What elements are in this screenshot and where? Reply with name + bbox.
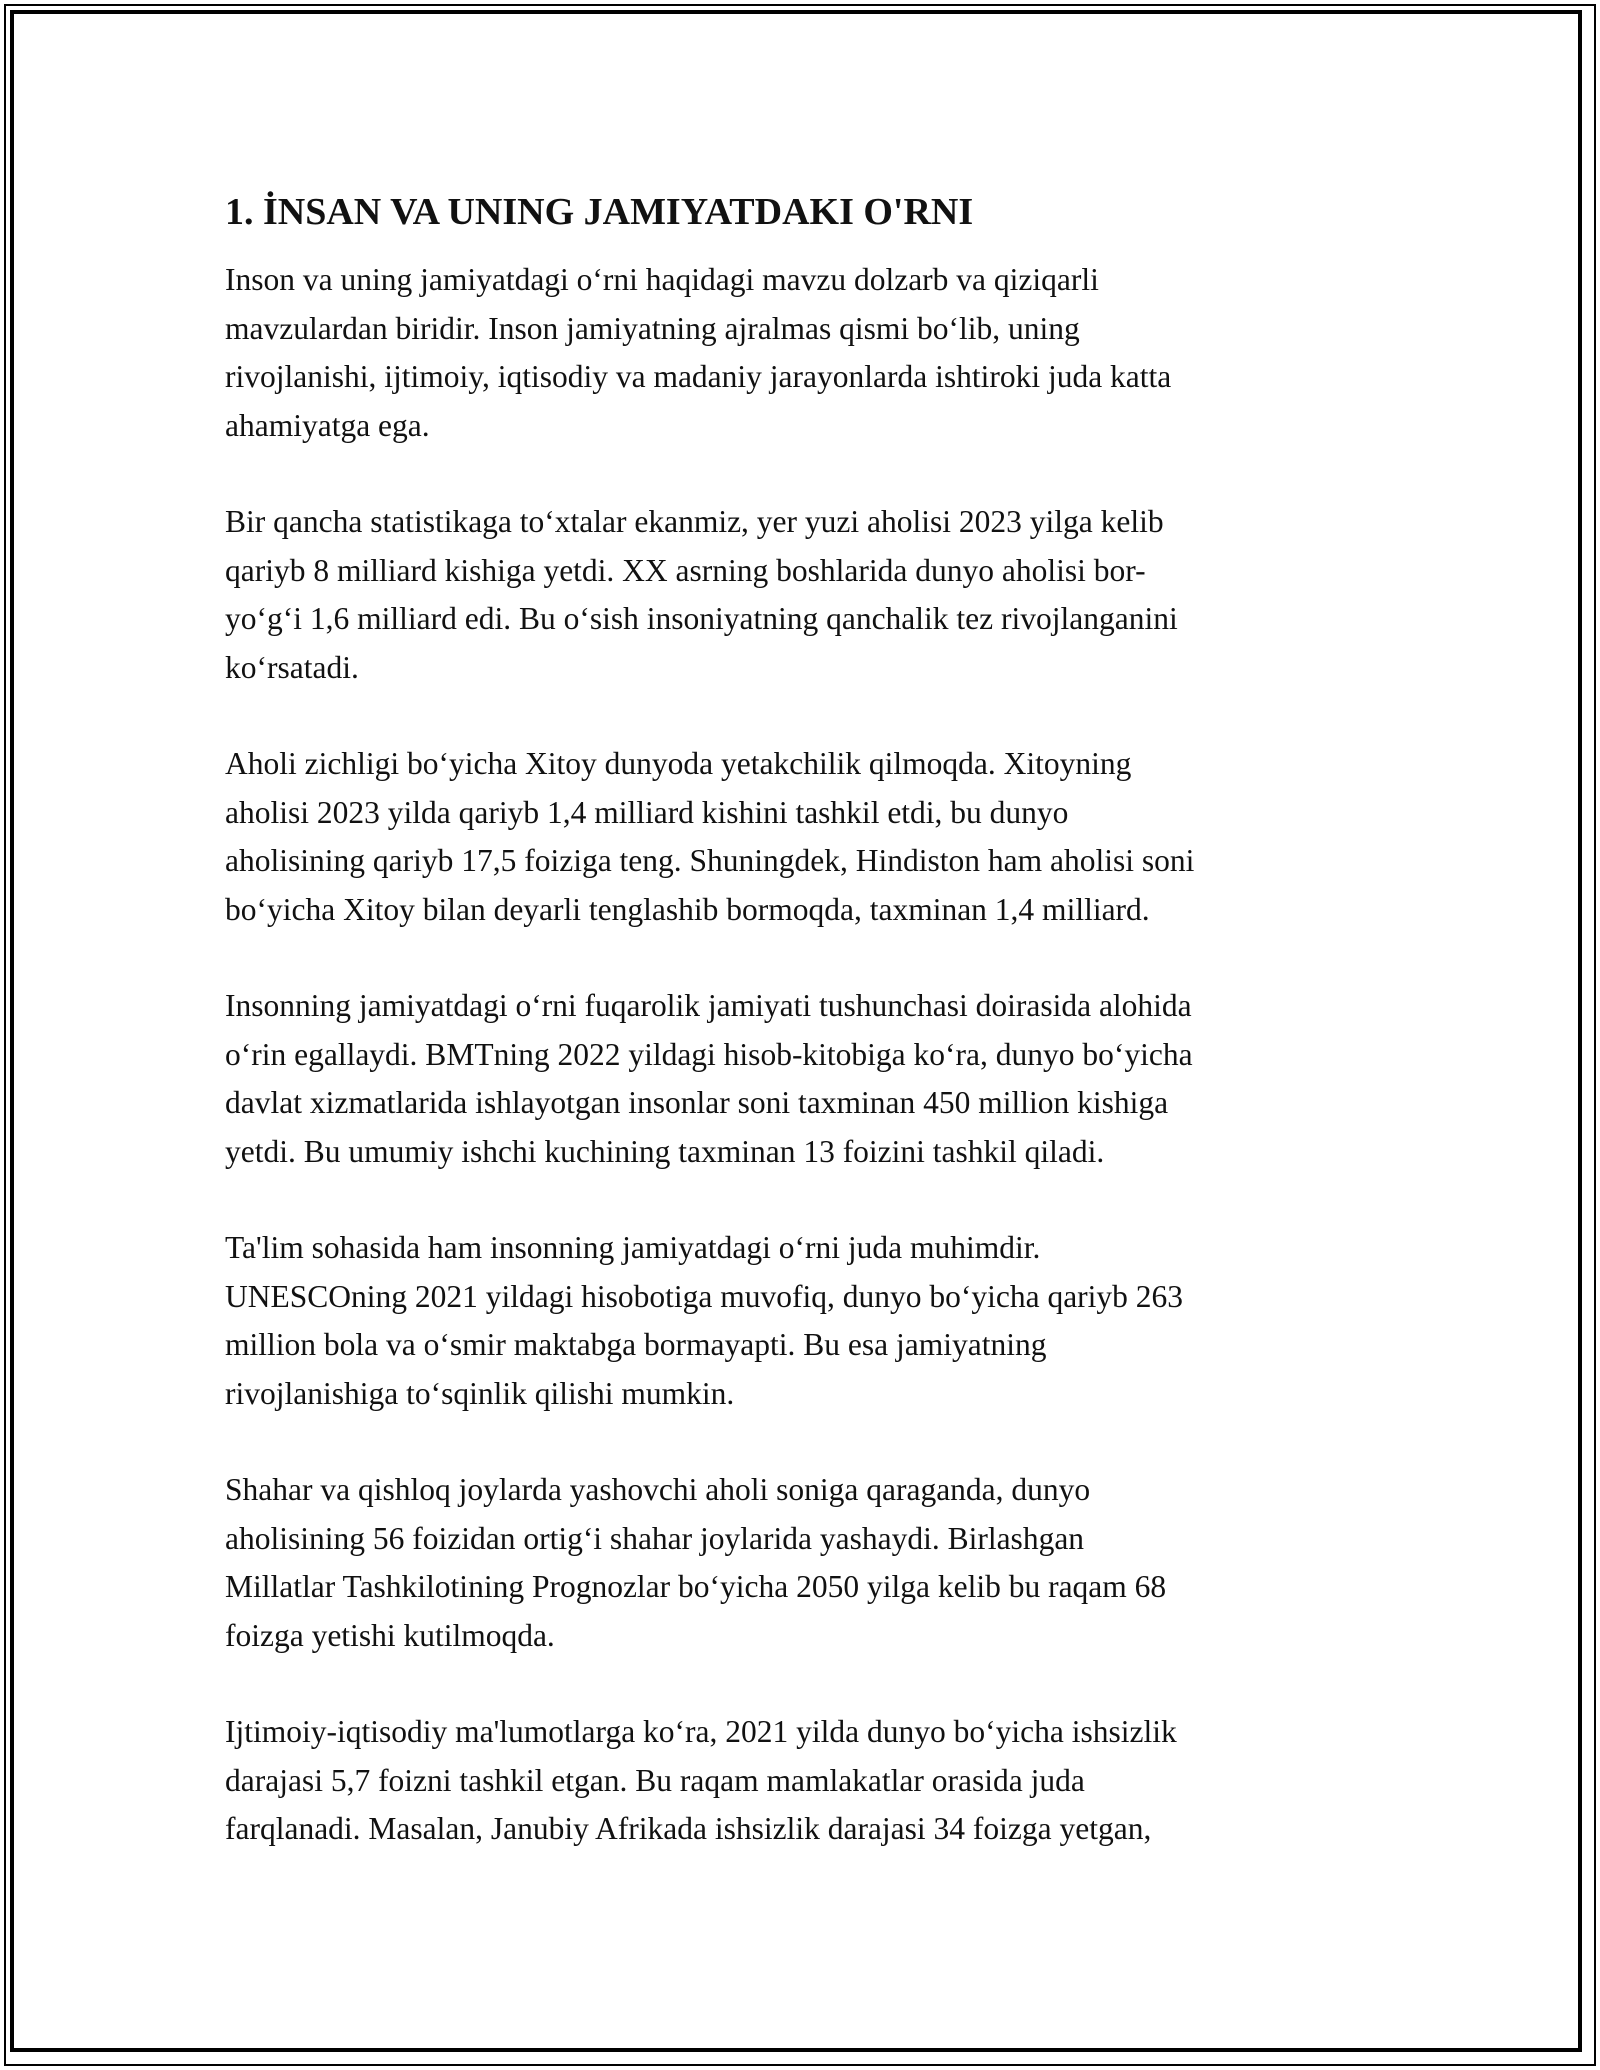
paragraph-line: million bola va o‘smir maktabga bormayapti. Bu esa jamiyatning xyxy=(225,1327,1047,1362)
paragraph-line: rivojlanishiga to‘sqinlik qilishi mumkin. xyxy=(225,1375,735,1411)
paragraph-list xyxy=(225,256,1370,1854)
paragraph-line: o‘rin egallaydi. BMTning 2022 yildagi hisob-kitobiga ko‘ra, dunyo bo‘yicha xyxy=(225,1036,1193,1072)
paragraph-line: ko‘rsatadi. xyxy=(225,649,359,685)
section-title: 1. İNSAN VA UNING JAMIYATDAKI O'RNI xyxy=(225,191,974,233)
paragraph xyxy=(225,1224,1370,1418)
paragraph xyxy=(225,740,1370,934)
paragraph-line: Ijtimoiy-iqtisodiy ma'lumotlarga ko‘ra, 2021 yilda dunyo bo‘yicha ishsizlik xyxy=(225,1714,1177,1749)
paragraph-line: Inson va uning jamiyatdagi o‘rni haqidagi mavzu dolzarb va qiziqarli xyxy=(225,262,1099,297)
paragraph xyxy=(225,982,1370,1176)
paragraph-line: aholisi 2023 yilda qariyb 1,4 milliard kishini tashkil etdi, bu dunyo xyxy=(225,794,1069,830)
paragraph xyxy=(225,1708,1370,1854)
paragraph-line: Insonning jamiyatdagi o‘rni fuqarolik jamiyati tushunchasi doirasida alohida xyxy=(225,988,1192,1023)
document-body xyxy=(225,180,1370,1902)
paragraph-line: foizga yetishi kutilmoqda. xyxy=(225,1617,555,1653)
paragraph-line: qariyb 8 milliard kishiga yetdi. XX asrning boshlarida dunyo aholisi bor- xyxy=(225,552,1146,588)
paragraph-line: yetdi. Bu umumiy ishchi kuchining taxminan 13 foizini tashkil qiladi. xyxy=(225,1133,1105,1169)
paragraph-line: yo‘g‘i 1,6 milliard edi. Bu o‘sish insoniyatning qanchalik tez rivojlanganini xyxy=(225,601,1178,636)
paragraph-line: davlat xizmatlarida ishlayotgan insonlar soni taxminan 450 million kishiga xyxy=(225,1085,1169,1120)
paragraph-line: ahamiyatga ega. xyxy=(225,407,430,443)
paragraph-line: Millatlar Tashkilotining Prognozlar bo‘yicha 2050 yilga kelib bu raqam 68 xyxy=(225,1569,1167,1604)
paragraph-line: rivojlanishi, ijtimoiy, iqtisodiy va madaniy jarayonlarda ishtiroki juda katta xyxy=(225,359,1172,394)
paragraph-line: UNESCOning 2021 yildagi hisobotiga muvofiq, dunyo bo‘yicha qariyb 263 xyxy=(225,1278,1184,1314)
paragraph xyxy=(225,498,1370,692)
paragraph-line: Shahar va qishloq joylarda yashovchi aholi soniga qaraganda, dunyo xyxy=(225,1472,1091,1507)
paragraph-line: darajasi 5,7 foizni tashkil etgan. Bu raqam mamlakatlar orasida juda xyxy=(225,1762,1085,1798)
paragraph-line: aholisining 56 foizidan ortig‘i shahar joylarida yashaydi. Birlashgan xyxy=(225,1520,1085,1556)
paragraph-line: Bir qancha statistikaga to‘xtalar ekanmiz, yer yuzi aholisi 2023 yilga kelib xyxy=(225,504,1164,539)
paragraph-line: bo‘yicha Xitoy bilan deyarli tenglashib bormoqda, taxminan 1,4 milliard. xyxy=(225,891,1150,927)
paragraph-line: Ta'lim sohasida ham insonning jamiyatdagi o‘rni juda muhimdir. xyxy=(225,1230,1041,1265)
paragraph-line: aholisining qariyb 17,5 foiziga teng. Shuningdek, Hindiston ham aholisi soni xyxy=(225,843,1195,878)
paragraph xyxy=(225,1466,1370,1660)
paragraph-line: farqlanadi. Masalan, Janubiy Afrikada ishsizlik darajasi 34 foizga yetgan, xyxy=(225,1811,1152,1846)
paragraph-line: Aholi zichligi bo‘yicha Xitoy dunyoda yetakchilik qilmoqda. Xitoyning xyxy=(225,746,1132,781)
paragraph-line: mavzulardan biridir. Inson jamiyatning ajralmas qismi bo‘lib, uning xyxy=(225,310,1080,346)
paragraph xyxy=(225,256,1370,450)
